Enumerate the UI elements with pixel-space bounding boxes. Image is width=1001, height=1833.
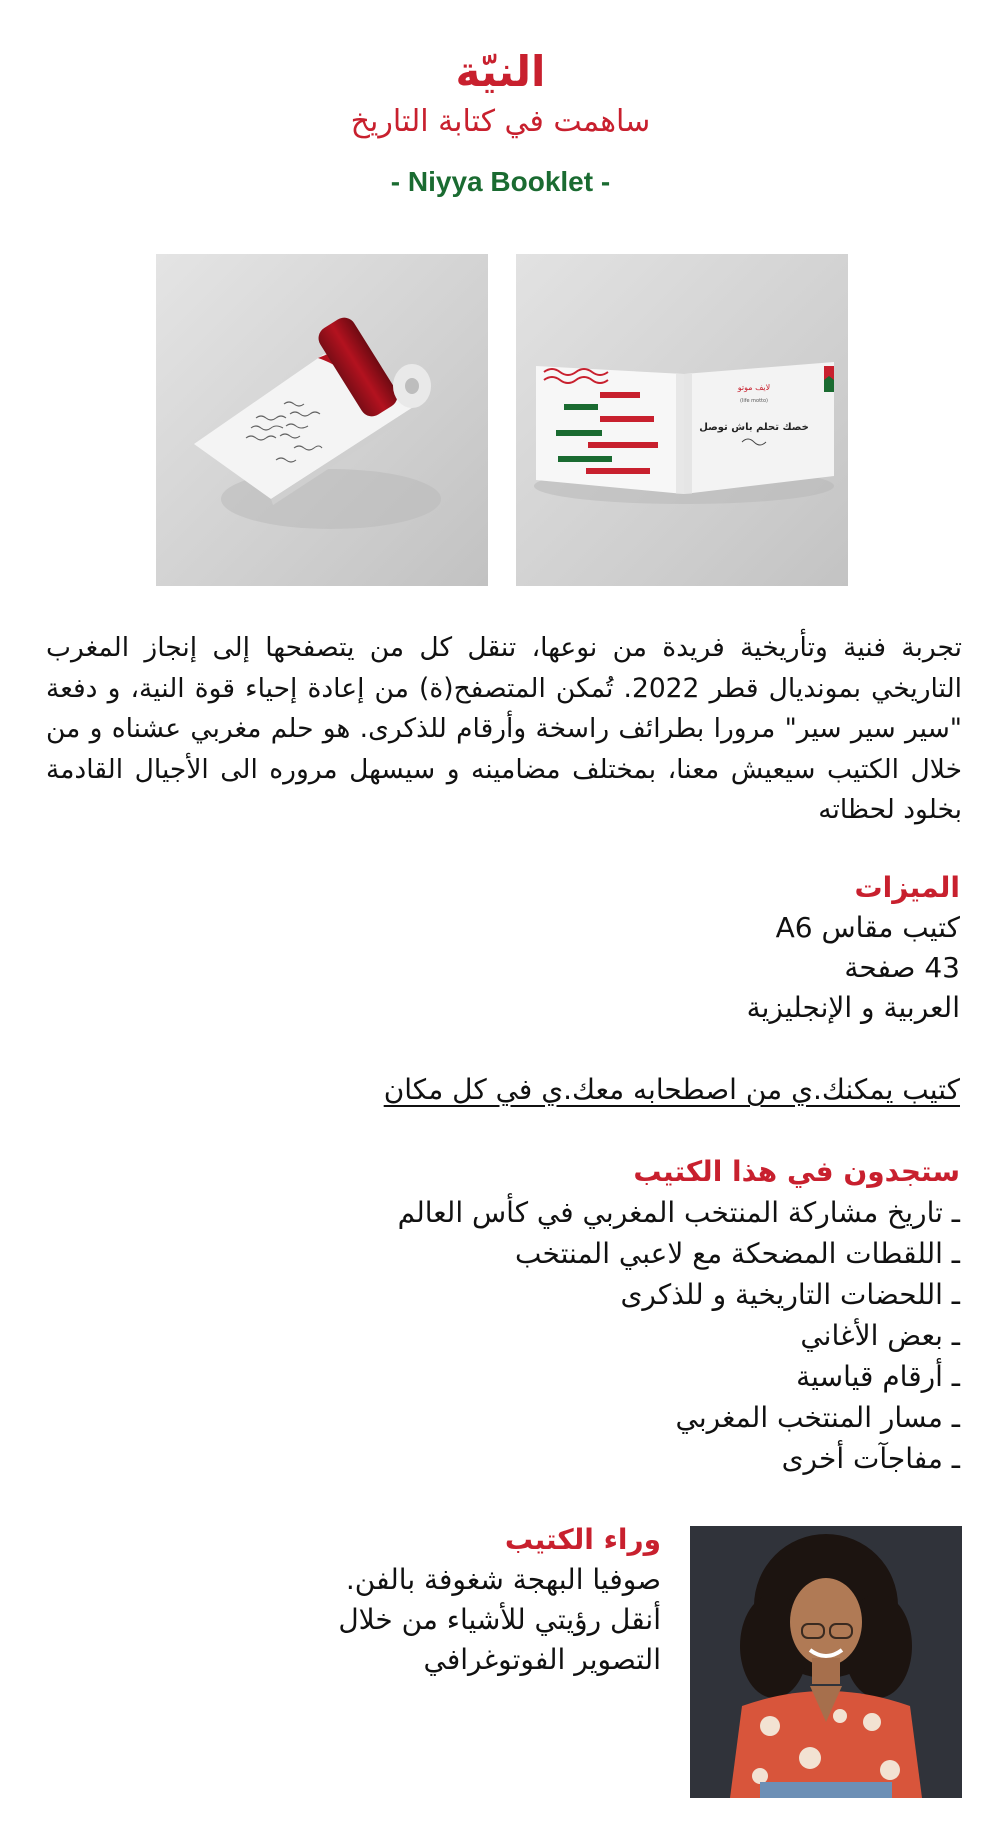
features-title: الميزات	[854, 871, 960, 904]
features-section	[747, 868, 960, 1028]
author-bio-line: صوفيا البهجة شغوفة بالفن.	[345, 1563, 661, 1596]
author-portrait-photo	[690, 1526, 962, 1798]
intro-paragraph: تجربة فنية وتأريخية فريدة من نوعها، تنقل كل من يتصفحها إلى إنجاز المغرب التاريخي بمونديال قطر 2022. تُمكن المتصفح(ة) من إعادة إحياء قوة النية، و دفعة "سير سير سير" مرورا بطرائف راسخة وأرقام للذكرى. هو حلم مغربي عشناه و من خلال الكتيب سيعيش معنا، بمختلف مضامينه و سيسهل مروره الى الأجيال القادمة بخلود لحظاته	[46, 632, 962, 825]
author-portrait-illustration	[690, 1526, 962, 1798]
page-subtitle: ساهمت في كتابة التاريخ	[350, 104, 651, 139]
contents-item: ـ اللحضات التاريخية و للذكرى	[620, 1278, 960, 1311]
page-title: النيّة	[455, 47, 546, 96]
feature-item: 43 صفحة	[844, 951, 960, 984]
tagline: كتيب يمكنك.ي من اصطحابه معك.ي في كل مكان	[383, 1073, 960, 1106]
booklet-roll-mockup-image	[156, 254, 488, 586]
contents-item: ـ مفاجآت أخرى	[781, 1442, 960, 1475]
author-bio-line: أنقل رؤيتي للأشياء من خلال	[338, 1603, 661, 1636]
contents-item: ـ أرقام قياسية	[796, 1360, 960, 1393]
feature-item: كتيب مقاس A6	[775, 911, 960, 944]
contents-item: ـ بعض الأغاني	[800, 1319, 960, 1352]
booklet-open-mockup-image	[516, 254, 848, 586]
mockup-life-motto-title: لايف موتو	[737, 383, 771, 392]
author-title: وراء الكتيب	[504, 1523, 661, 1556]
contents-item: ـ اللقطات المضحكة مع لاعبي المنتخب	[515, 1237, 960, 1270]
author-section	[338, 1520, 661, 1680]
page-header	[0, 44, 1001, 202]
contents-item: ـ مسار المنتخب المغربي	[675, 1401, 960, 1434]
booklet-name: - Niyya Booklet -	[390, 166, 611, 197]
contents-section	[398, 1152, 960, 1479]
contents-title: ستجدون في هذا الكتيب	[633, 1155, 960, 1188]
booklet-roll-illustration	[156, 254, 488, 586]
mockup-motto-text: خصك تحلم باش توصل	[699, 422, 809, 433]
author-bio-line: التصوير الفوتوغرافي	[423, 1643, 661, 1676]
booklet-open-illustration	[516, 254, 848, 586]
feature-item: العربية و الإنجليزية	[746, 991, 960, 1024]
contents-item: ـ تاريخ مشاركة المنتخب المغربي في كأس العالم	[397, 1196, 960, 1229]
mockup-life-motto-subtitle: (life motto)	[739, 398, 769, 404]
